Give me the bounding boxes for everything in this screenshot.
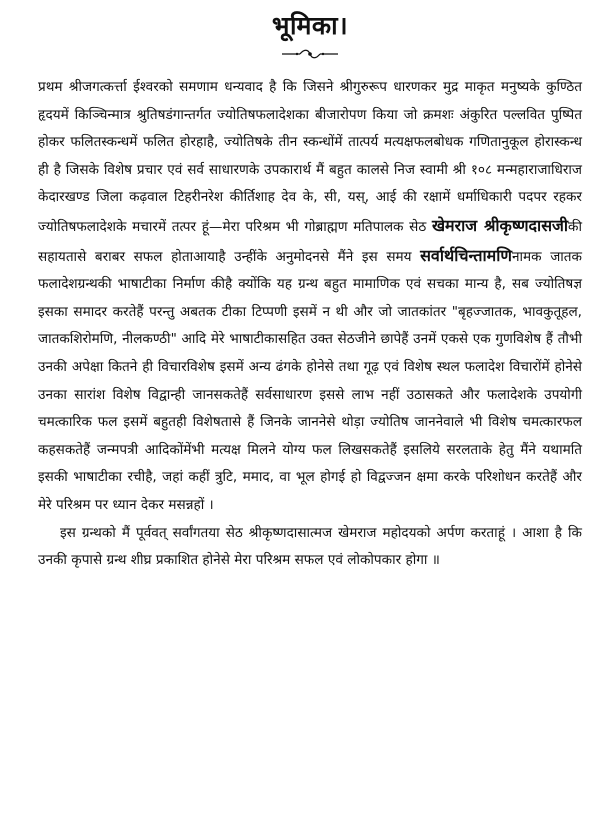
paragraph-preface [38,74,582,520]
text-segment: प्रथम श्रीजगत्कर्त्ता ईश्वरको समणाम धन्यवाद है कि जिसने श्रीगुरुरूप धारणकर मुद्र माकृत मनुष्यके कुण्ठित हृदयमें किञ्चिन्मात्र श्रुतिषडंगान्तर्गत ज्योतिषफलादेशका बीजारोपण किया जो क्रमशः अंकुरित पल्लवित पुष्पित होकर फलितस्कन्धमें फलित होरहाहै, ज्योतिषके तीन स्कन्धोंमें तात्पर्य मत्यक्षफलबोधक गणितानुकूल होरास्कन्ध ही है जिसके विशेष प्रचार एवं सर्व साधारणके उपकारार्थ मैं बहुत कालसे निज स्वामी श्री १०८ मन्महाराजाधिराज केदारखण्ड जिला कढ़वाल टिहरीनरेश कीर्तिशाह देव के, सी, यस्, आई की रक्षामें धर्माधिकारी पदपर रहकर ज्योतिषफलादेशके मचारमें तत्पर हूं—मेरा परिश्रम भी गोब्राह्मण मतिपालक सेठ [38,79,582,235]
publisher-name: खेमराज श्रीकृष्णदासजी [431,215,569,235]
paragraph-dedication [38,520,582,575]
body-text [38,74,582,575]
text-segment: इस ग्रन्थको मैं पूर्ववत् सर्वांगतया सेठ श्रीकृष्णदासात्मज खेमराज महोदयको अर्पण करताहूं । आशा है कि उनकी कृपासे ग्रन्थ शीघ्र प्रकाशित होनेसे मेरा परिश्रम सफल एवं लोकोपकार होगा ॥ [38,524,582,569]
book-name: सर्वार्थचिन्तामणि [420,245,512,265]
page-title: भूमिका। [271,11,349,40]
text-segment: की सहायतासे बराबर सफल होताआयाहै उन्हींके अनुमोदनसे मैंने इस समय [38,218,582,265]
text-segment: नामक जातक फलादेशग्रन्थकी भाषाटीका निर्माण कीहै क्योंकि यह ग्रन्थ बहुत मामाणिक एवं सचका मान्य है, सब ज्योतिषज्ञ इसका समादर करतेहैं परन्तु अबतक टीका टिप्पणी इसमें न थी और जो जातकांतर "बृहज्जातक, भावकुतूहल, जातकशिरोमणि, नीलकण्ठी" आदि मेरे भाषाटीकासहित उक्त सेठजीने छापेहैं उनमें एकसे एक गुणविशेष हैं तौभी उनकी अपेक्षा कितने ही विचारविशेष इसमें अन्य ढंगके होनेसे तथा गूढ़ एवं विशेष स्थल फलादेश विचारोंमें होनेसे उनका सारांश विशेष विद्वान्ही जानसकतेहैं सर्वसाधारण इससे लाभ नहीं उठासकते और फलादेशके उपयोगी चमत्कारिक फल इसमें बहुतही विशेषतासे हैं जिनके जाननेसे थोड़ा ज्योतिष जाननेवाले भी विशेष चमत्कारफल कहसकतेहैं जन्मपत्री आदिकोंमेंभी मत्यक्ष मिलने योग्य फल लिखसकतेहैं इसलिये सरलताके हेतु मैंने यथामति इसकी भाषाटीका रचीहै, जहां कहीं त्रुटि, ममाद, वा भूल होगई हो विद्वज्जन क्षमा करके परिशोधन करतेहैं और मेरे परिश्रम पर ध्यान देकर मसन्नहों । [38,248,582,513]
title-ornament-icon [38,44,582,64]
